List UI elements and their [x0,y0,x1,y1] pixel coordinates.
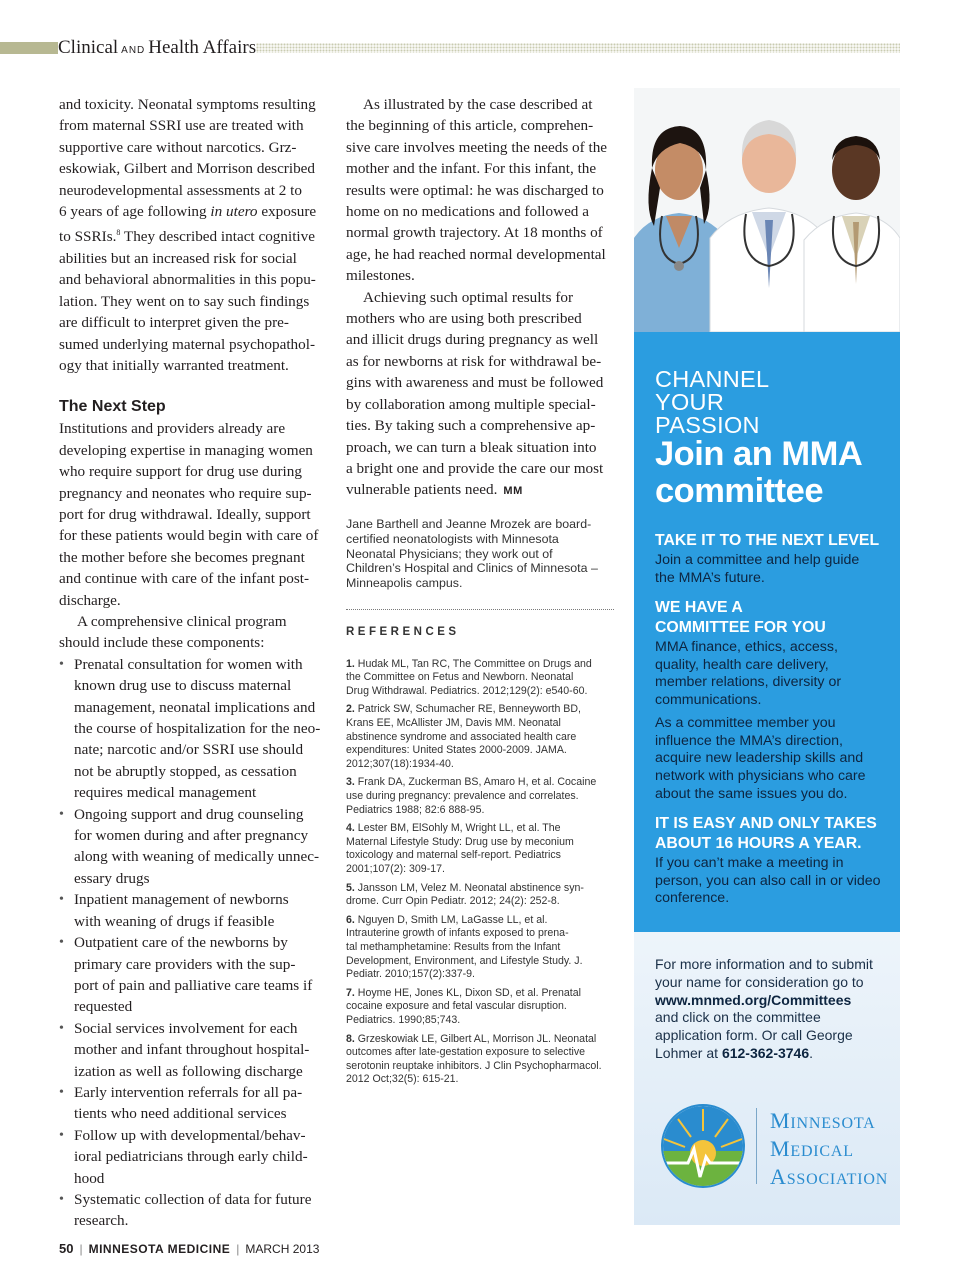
text-fragment: Patrick SW, Schumacher RE, Benneyworth BD, [357,703,581,716]
italic-term: in utero [210,203,258,221]
text-line [346,822,616,836]
text-line: • Systematic collection of data for future [74,1190,312,1208]
bullet-item [59,889,325,932]
text-line: Achieving such optimal results for [363,288,574,306]
dotted-divider [346,609,614,610]
text-line: As a committee member you [655,715,836,731]
text-line: milestones. [346,267,415,285]
section-title [58,37,256,59]
text-line: supportive care without narcotics. Grz- [59,138,297,156]
text-line: gins with awareness and must be followed [346,374,604,392]
text-line: requires medical management [74,784,257,802]
text-line: essary drugs [74,869,150,887]
reference-item [346,882,616,909]
end-mark: MM [503,485,523,498]
reference-item [346,776,616,817]
text-line: a bright one and provide the care our most [346,459,604,477]
text-fragment: vulnerable patients need. [346,481,498,499]
text-line: sive care involves meeting the needs of the [346,138,608,156]
text-line: Intrauterine growth of infants exposed to prena- [346,927,569,940]
reference-item [346,987,616,1028]
text-line: hood [74,1169,105,1187]
text-line: results were optimal: he was discharged to [346,181,604,199]
ad-text-call-in [655,855,895,908]
text-line: discharge. [59,591,121,609]
bullet-item [59,804,325,890]
text-line: as for newborns at risk for withdrawal be- [346,352,602,370]
text-fragment: Lohmer at [655,1044,722,1061]
reference-item [346,822,616,876]
text-line: ties. By taking such a comprehensive ap- [346,417,596,435]
section-title-and: AND [121,45,146,56]
text-line [346,776,616,790]
text-line: Jane Barthell and Jeanne Mrozek are board- [346,516,592,531]
text-line: 2012 Oct;32(5): 615-21. [346,1073,459,1086]
committees-link[interactable]: www.mnmed.org/Committees [655,991,852,1008]
reference-number: 4. [346,822,355,835]
text-line: normal growth trajectory. At 18 months of [346,224,603,242]
text-line: mother and infant throughout hospital- [74,1041,310,1059]
text-line: Krans EE, McAllister JM, Davis MM. Neonatal [346,717,561,730]
text-line: are difficult to interpret given the pre- [59,314,289,332]
text-line [655,1045,895,1063]
text-line: influence the MMA’s direction, [655,732,843,749]
text-line: • Follow up with developmental/behav- [74,1126,306,1144]
text-line [346,882,616,896]
article-column-2 [346,94,616,1092]
component-bullet-list [59,654,325,1232]
ad-heading-next-level: TAKE IT TO THE NEXT LEVEL [655,532,880,549]
text-line: mothers who are using both prescribed [346,310,582,328]
text-line: IT IS EASY AND ONLY TAKES [655,815,877,832]
issue-date: MARCH 2013 [245,1242,320,1256]
text-line: If you can’t make a meeting in [655,855,844,871]
text-line: For more information and to submit [655,956,873,972]
text-line: ization as well as following discharge [74,1062,303,1080]
ad-text-committee-areas [655,639,895,710]
bullet-item [59,1082,325,1125]
text-line: use during pregnancy: prevalence and correlates. [346,790,579,802]
program-paragraph [59,611,325,654]
next-step-heading: The Next Step [59,398,166,416]
logo-line [770,1136,888,1164]
text-line: the course of hospitalization for the neo- [74,720,321,738]
text-line: mother and the infant. For this infant, the [346,160,597,178]
ad-heading-committee-for-you [655,598,826,638]
text-line: certified neonatologists with Minnesota [346,531,559,546]
text-line: CHANNEL [655,366,770,392]
citation-superscript: 8 [116,228,121,238]
ad-text-join [655,552,895,587]
text-line: from maternal SSRI use are treated with [59,117,304,135]
text-line: management, neonatal implications and [74,698,316,716]
bullet-item [59,1125,325,1189]
text-line [59,222,325,247]
reference-number: 5. [346,881,355,894]
text-line: member relations, diversity or [655,674,842,691]
mma-committee-ad [634,88,900,1225]
doctors-photo [634,88,900,332]
bullet-item [59,654,325,804]
text-line: • Early intervention referrals for all pa- [74,1083,303,1101]
conclusion-paragraph-1 [346,94,616,287]
text-line: MMA finance, ethics, access, [655,639,838,655]
bullet-item [59,1189,325,1232]
references-heading: REFERENCES [346,626,460,639]
logo-line [770,1108,888,1136]
text-line: network with physicians who care [655,768,866,785]
logo-cap: M [770,1136,791,1161]
text-line: abstinence syndrome and associated health care [346,730,577,743]
text-line: • Prenatal consultation for women with [74,655,303,673]
text-line: quality, health care delivery, [655,656,829,673]
text-fragment: They described intact cognitive [120,228,315,246]
text-line: Join a committee and help guide [655,552,860,568]
text-line: and click on the committee [655,1009,821,1026]
text-line [346,479,616,502]
text-line: proach, we can turn a bleak situation into [346,438,597,456]
ad-heading-easy [655,814,877,854]
text-line: not be abruptly stopped, as cessation [74,762,297,780]
ad-join-headline [655,436,895,510]
reference-item [346,1033,616,1087]
text-line: conference. [655,890,730,907]
text-line: A comprehensive clinical program [77,613,287,630]
text-line: nate; narcotic and/or SSRI use should [74,741,304,759]
intro-paragraph [59,94,325,376]
text-line: and illicit drugs during pregnancy as well [346,331,599,349]
text-line: acquire new leadership skills and [655,750,864,767]
text-line: by collaboration among multiple special- [346,395,596,413]
text-line: port for drug withdrawal. Ideally, support [59,505,311,523]
text-line: research. [74,1212,129,1230]
text-line: • Inpatient management of newborns [74,891,289,909]
bullet-item [59,1018,325,1082]
phone-number: 612-362-3746 [721,1044,810,1061]
logo-rest: INNESOTA [790,1115,876,1132]
references-list [346,658,616,1087]
text-line: ioral pediatricians through early child- [74,1148,308,1166]
text-line: tients who need additional services [74,1105,287,1123]
section-header [0,37,960,58]
text-line: • Social services involvement for each [74,1019,298,1037]
text-line: and behavioral abnormalities in this popu- [59,271,316,289]
page-footer [59,1241,319,1256]
ad-text-member-benefits [655,715,895,804]
reference-number: 6. [346,913,355,926]
magazine-name: MINNESOTA MEDICINE [88,1242,231,1256]
text-fragment: Grzeskowiak LE, Gilbert AL, Morrison JL. Neonatal [357,1032,597,1045]
text-line: cocaine exposure and fetal vascular disruption. [346,1000,567,1013]
text-line [346,987,616,1001]
text-line: primary care providers with the sup- [74,955,296,973]
doctors-illustration [634,88,900,332]
text-line: YOUR [655,389,725,415]
text-line: your name for consideration go to [655,973,864,990]
text-line: home on no medications and followed a [346,203,589,221]
header-dot-pattern [256,43,900,53]
text-fragment: Jansson LM, Velez M. Neonatal abstinence syn- [357,881,584,894]
text-line: WE HAVE A [655,599,743,616]
text-line: ogy that initially warranted treatment. [59,356,289,374]
text-line: person, you can also call in or video [655,872,881,889]
text-line: requested [74,998,133,1016]
text-fragment: . [809,1044,814,1061]
text-fragment: Lester BM, ElSohly M, Wright LL, et al. The [357,822,561,835]
text-line: tal methamphetamine: Results from the Infant [346,940,561,953]
text-line: COMMITTEE FOR YOU [655,619,826,636]
reference-number: 1. [346,657,355,670]
text-line: communications. [655,692,762,709]
text-line: and continue with care of the infant post- [59,570,310,588]
text-line: Pediatrics. 1990;85;743. [346,1013,461,1026]
text-line: known drug use to discuss maternal [74,677,292,695]
text-line: Children’s Hospital and Clinics of Minnesota – [346,561,598,576]
text-line [59,201,325,222]
text-line: with weaning of drugs if feasible [74,912,275,930]
text-fragment: Hudak ML, Tan RC, The Committee on Drugs and [357,657,592,670]
text-line: the Committee on Fetus and Newborn. Neonatal [346,671,574,684]
logo-rest: SSOCIATION [786,1171,889,1188]
text-line: for women during and after pregnancy [74,827,309,845]
text-line: and toxicity. Neonatal symptoms resulting [59,96,316,113]
text-line: abilities but an increased risk for social [59,249,297,267]
text-line: PASSION [655,412,760,438]
text-line: for these patients would begin with care of [59,527,319,545]
section-title-part1: Clinical [58,37,119,58]
text-line: the MMA’s future. [655,569,765,586]
section-title-part2: Health Affairs [148,37,257,58]
conclusion-paragraph-2 [346,287,616,503]
text-line: toxicology and maternal self-report. Pediatrics [346,849,561,862]
reference-number: 7. [346,986,355,999]
next-step-paragraph [59,418,325,611]
text-line: who require support for drug use during [59,463,302,481]
text-line: Institutions and providers already are [59,420,286,438]
text-line: Pediatr. 2010;157(2):337-9. [346,968,475,981]
ad-contact-info [655,956,895,1063]
logo-rest: EDICAL [790,1143,854,1160]
reference-item [346,703,616,771]
footer-separator: | [236,1242,240,1256]
reference-number: 2. [346,703,355,716]
text-fragment: Hoyme HE, Jones KL, Dixon SD, et al. Prenatal [357,986,581,999]
text-line: Pediatrics 1988; 82:6 888-95. [346,803,485,816]
text-line: developing expertise in managing women [59,441,313,459]
ad-channel-your-passion [655,368,769,437]
text-line: Drug Withdrawal. Pediatrics. 2012;129(2): e540-60. [346,684,588,697]
text-fragment: Frank DA, Zuckerman BS, Amaro H, et al. Cocaine [357,776,597,789]
text-line: sumed underlying maternal psychopathol- [59,335,316,353]
text-line: neurodevelopmental assessments at 2 to [59,181,302,199]
mma-logo-wordmark [770,1108,888,1192]
text-line: ABOUT 16 HOURS A YEAR. [655,835,862,852]
text-line: pregnancy and neonates who require sup- [59,484,312,502]
text-line: port of pain and palliative care teams if [74,976,313,994]
text-line: 2001;107(2): 309-17. [346,862,445,875]
text-line: • Ongoing support and drug counseling [74,805,304,823]
logo-line [770,1164,888,1192]
text-line [346,914,616,928]
text-line: committee [655,472,824,510]
article-column-1 [59,94,325,1232]
author-bio [346,517,616,592]
text-line: Maternal Lifestyle Study: Drug use by meconium [346,835,574,848]
text-line: about the same issues you do. [655,785,848,802]
text-line: As illustrated by the case described at [363,96,593,113]
text-line: • Outpatient care of the newborns by [74,934,288,952]
text-line: eskowiak, Gilbert and Morrison described [59,160,316,178]
reference-number: 8. [346,1032,355,1045]
text-line [655,992,895,1010]
text-line: expenditures: United States 2000-2009. JAMA. [346,744,567,757]
text-line [346,703,616,717]
text-line: lation. They went on to say such findings [59,292,310,310]
text-line: Minneapolis campus. [346,576,463,591]
text-line [346,658,616,672]
reference-item [346,914,616,982]
text-line: the mother before she becomes pregnant [59,548,305,566]
page-number: 50 [59,1241,74,1256]
text-line: application form. Or call George [655,1027,853,1044]
text-fragment: to SSRIs. [59,228,117,246]
text-line: age, he had reached normal developmental [346,245,606,263]
reference-item [346,658,616,699]
text-line: Join an MMA [655,435,863,473]
text-line: along with weaning of medically unnec- [74,848,320,866]
text-fragment: exposure [257,203,317,221]
logo-cap: M [770,1108,791,1133]
logo-cap: A [770,1164,787,1189]
text-line: Development, Environment, and Lifestyle Study. J. [346,954,583,967]
text-line: the beginning of this article, comprehen- [346,117,594,135]
text-line: 2012;307(18):1934-40. [346,757,454,770]
bullet-item [59,932,325,1018]
text-line [346,1033,616,1047]
logo-divider [756,1108,757,1184]
text-line: drome. Curr Opin Pediatr. 2012; 24(2): 252-8. [346,895,560,908]
reference-number: 3. [346,776,355,789]
text-line: serotonin reuptake inhibitors. J Clin Psychopharmacol. [346,1059,602,1072]
footer-separator: | [79,1242,83,1256]
text-line: Neonatal Physicians; they work out of [346,546,553,561]
header-accent-bar [0,42,58,54]
mma-logo-icon [658,1101,748,1191]
text-line: outcomes after late-gestation exposure to selective [346,1046,586,1059]
text-fragment: 6 years of age following [59,203,211,221]
text-line: should include these components: [59,634,265,652]
text-fragment: Nguyen D, Smith LM, LaGasse LL, et al. [357,913,548,926]
